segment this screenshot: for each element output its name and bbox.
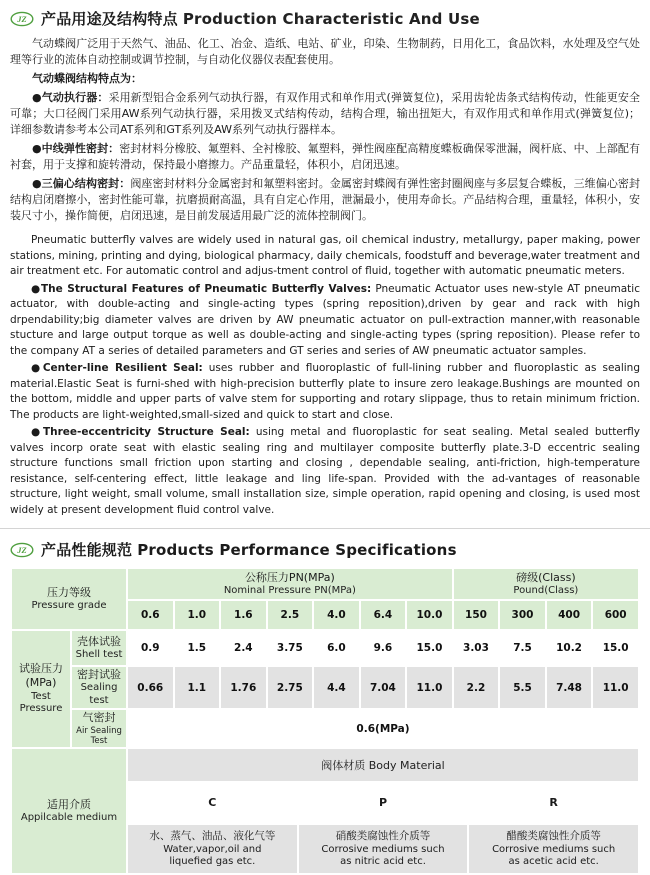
- shell-value-cell: 10.2: [547, 631, 592, 665]
- material-code-cell: C: [128, 783, 297, 823]
- bullet-cn-actuator-heading: ●气动执行器：: [32, 91, 109, 104]
- header-value-cell: 300: [500, 601, 545, 629]
- pound-class-cn: 磅级(Class): [516, 570, 576, 584]
- table-row: [12, 569, 638, 599]
- bullet-cn-centerline-seal-body: 密封材料分橡胶、氟塑料、全衬橡胶、氟塑料，弹性阀座配高精度蝶板确保零泄漏，阀杆底、中、上部配有衬套，用于支撑和旋转滑动，保持最小磨擦力。产品重量轻，体积小，启闭迅速。: [10, 142, 640, 171]
- sealing-value-cell: 0.66: [128, 667, 173, 708]
- shell-test-label-cell: [72, 631, 126, 665]
- medium-water-cn: 水、蒸气、油品、液化气等: [149, 830, 276, 843]
- header-value-cell: 1.6: [221, 601, 266, 629]
- header-value-cell: 600: [593, 601, 638, 629]
- shell-value-cell: 3.75: [268, 631, 313, 665]
- medium-acetic-en1: Corrosive mediums such: [492, 843, 616, 855]
- header-value-cell: 2.5: [268, 601, 313, 629]
- air-sealing-label-cell: [72, 710, 126, 747]
- medium-water-en1: Water,vapor,oil and: [163, 843, 262, 855]
- bullet-cn-actuator: [10, 90, 640, 138]
- test-pressure-l2: (MPa): [25, 676, 57, 690]
- section2-title: [41, 539, 457, 560]
- header-value-cell: 400: [547, 601, 592, 629]
- section1-title-en: Production Characteristic And Use: [182, 10, 480, 28]
- sealing-value-cell: 1.1: [175, 667, 220, 708]
- sealing-value-cell: 2.2: [454, 667, 499, 708]
- medium-acetic-en2: as acetic acid etc.: [508, 856, 599, 868]
- header-value-cell: 10.0: [407, 601, 452, 629]
- section1-title-cn: 产品用途及结构特点: [41, 10, 178, 28]
- applicable-medium-cn: 适用介质: [47, 797, 91, 811]
- brand-oval-logo-icon: [10, 542, 34, 558]
- bullet-en-centerline-seal-body: uses rubber and fluoroplastic of full-lining rubber and fluoroplastic as sealing material.Elastic Seat is furni-shed with high-precision butterfly plate to insure zero leakage.Bushings are mounted on the bottom, middle and upper parts of valve stem for supporting and rotary slippage, thus to retain minimum friction. The products are light-weighted,small-sized and quick to start and close.: [10, 362, 640, 421]
- sealing-value-cell: 5.5: [500, 667, 545, 708]
- intro-paragraph-en: Pneumatic butterfly valves are widely used in natural gas, oil chemical industry, metallurgy, paper making, power stations, mining, printing and dying, biological pharmacy, daily chemicals, foodstuff and beverage,water treatment and air treatment etc. For automatic control and adjus-tment control of fluid, together with automatic pneumatic meters.: [10, 234, 640, 277]
- header-value-cell: 1.0: [175, 601, 220, 629]
- sealing-value-cell: 2.75: [268, 667, 313, 708]
- material-codes-row: [128, 783, 638, 823]
- medium-cell-acetic: [469, 825, 638, 873]
- pressure-grade-header-cell: [12, 569, 126, 629]
- section1-title: [41, 8, 480, 29]
- shell-value-cell: 7.5: [500, 631, 545, 665]
- svg-text:JZ: JZ: [17, 544, 27, 555]
- bullet-en-three-eccentric-seal: [10, 425, 640, 518]
- material-code-cell: P: [299, 783, 468, 823]
- bullet-en-structural-features: [10, 282, 640, 360]
- test-pressure-l3: Test: [31, 690, 51, 702]
- sealing-test-en: Sealing test: [80, 682, 118, 706]
- sealing-value-cell: 11.0: [593, 667, 638, 708]
- bullet-en-structural-features-body: Pneumatic Actuator uses new-style AT pneumatic actuator, with double-acting and single-acting types (spring reposition),driven by gear and rack with high drpendability;big diameter valves are driven by AW pneumatic actuator on pull-extraction manner,with reasonable stucture and large output torque as well as double-acting and single-acting types (spring reposition). Please refer to the company AT a series of detailed parameters and GT series and series of AW pneumatic actuator samples.: [10, 282, 640, 357]
- applicable-medium-en: Appilcable medium: [20, 811, 118, 823]
- section2-title-en: Products Performance Specifications: [137, 541, 457, 559]
- bullet-cn-centerline-seal-heading: ●中线弹性密封：: [32, 142, 120, 155]
- air-sealing-en: Air Sealing Test: [76, 725, 122, 746]
- air-sealing-value-cell: 0.6(MPa): [128, 710, 638, 747]
- pressure-grade-en: Pressure grade: [31, 599, 107, 611]
- applicable-medium-label-cell: [12, 749, 126, 873]
- sealing-test-cn: 密封试验: [77, 668, 121, 681]
- shell-value-cell: 9.6: [361, 631, 406, 665]
- test-pressure-label-cell: [12, 631, 70, 747]
- test-pressure-l1: 试验压力: [19, 662, 63, 676]
- medium-acetic-cn: 醋酸类腐蚀性介质等: [506, 830, 601, 843]
- section2-header: [10, 539, 640, 560]
- mediums-row: [128, 825, 638, 873]
- nominal-pressure-group-cell: [128, 569, 452, 599]
- medium-nitric-cn: 硝酸类腐蚀性介质等: [335, 830, 431, 843]
- medium-nitric-en2: as nitric acid etc.: [340, 856, 426, 868]
- features-lead-cn: 气动蝶阀结构特点为：: [32, 72, 142, 85]
- bullet-en-three-eccentric-seal-heading: ●Three-eccentricity Structure Seal:: [31, 426, 250, 438]
- medium-cell-nitric: [299, 825, 468, 873]
- header-value-cell: 4.0: [314, 601, 359, 629]
- bullet-cn-three-eccentric-seal-body: 阀座密封材料分金属密封和氟塑料密封。金属密封蝶阀有弹性密封圈阀座与多层复合蝶板，三维偏心密封结构启闭磨擦小，密封性能可靠，抗磨损耐高温，具有自定心作用，泄漏最小，使用寿命长。产品结构合理，重量轻，体积小，安装尺寸小，操作简便，启闭迅速，是目前发展适用最广泛的流体控制阀门。: [10, 177, 640, 222]
- pressure-grade-cn: 压力等级: [47, 585, 91, 599]
- shell-value-cell: 2.4: [221, 631, 266, 665]
- section-divider: [0, 528, 650, 529]
- medium-cell-water: [128, 825, 297, 873]
- intro-paragraph-cn: 气动蝶阀广泛用于天然气、油品、化工、冶金、造纸、电站、矿业，印染、生物制药，日用化工，食品饮料，水处理及空气处理等行业的流体自动控制或调节控制，与自动化仪器仪表配套使用。: [10, 37, 640, 66]
- bullet-cn-three-eccentric-seal: [10, 176, 640, 224]
- shell-value-cell: 0.9: [128, 631, 173, 665]
- shell-test-en: Shell test: [75, 648, 123, 660]
- sealing-value-cell: 4.4: [314, 667, 359, 708]
- section2-title-cn: 产品性能规范: [41, 541, 133, 559]
- sealing-test-label-cell: [72, 667, 126, 708]
- nominal-pressure-cn: 公称压力PN(MPa): [244, 570, 335, 584]
- shell-value-cell: 3.03: [454, 631, 499, 665]
- bullet-cn-actuator-body: 采用新型铝合金系列气动执行器，有双作用式和单作用式(弹簧复位)，采用齿轮齿条式结构传动，性能更安全可靠；大口径阀门采用AW系列气动执行器，采用拨叉式结构传动，结构合理，输出扭矩大，有双作用式和单作用式(弹簧复位)；详细参数请参考本公司AT系列和GT系列及AW系列气动执行器样本。: [10, 91, 640, 136]
- shell-test-cn: 壳体试验: [77, 634, 121, 648]
- header-value-cell: 6.4: [361, 601, 406, 629]
- bullet-en-structural-features-heading: ●The Structural Features of Pneumatic Butterfly Valves:: [31, 282, 372, 295]
- shell-value-cell: 15.0: [407, 631, 452, 665]
- header-value-cell: 0.6: [128, 601, 173, 629]
- pound-class-group-cell: [454, 569, 638, 599]
- medium-water-en2: liquefied gas etc.: [169, 856, 256, 868]
- sealing-value-cell: 11.0: [407, 667, 452, 708]
- section1-header: [10, 8, 640, 29]
- bullet-en-centerline-seal-heading: ●Center-line Resilient Seal:: [31, 362, 203, 374]
- material-code-cell: R: [469, 783, 638, 823]
- table-row: [12, 667, 638, 708]
- pound-class-en: Pound(Class): [513, 584, 579, 596]
- table-row: [12, 710, 638, 747]
- body-material-cell: 阀体材质 Body Material: [128, 749, 638, 781]
- air-sealing-cn: 气密封: [82, 711, 116, 725]
- bullet-en-centerline-seal: [10, 361, 640, 423]
- sealing-value-cell: 1.76: [221, 667, 266, 708]
- sealing-value-cell: 7.48: [547, 667, 592, 708]
- bullet-cn-centerline-seal: [10, 141, 640, 173]
- bullet-en-three-eccentric-seal-body: using metal and fluoroplastic for seat sealing. Metal sealed butterfly valves incorp orate seat with elastic sealing ring and multilayer composite butterfly plate.3-D eccentric sealing structure functions small friction upon starting and closing , dependable sealing, anti-friction, high-temperature resistance, self-centering effect, little leakage and ling life-span. Provided with the ad-vantages of reasonable structure, light weight, small volume, small installation size, simple operation, rapid opening and closing, is used most widely at present development fluid control valve.: [10, 426, 640, 516]
- nominal-pressure-en: Nominal Pressure PN(MPa): [223, 584, 356, 596]
- sealing-value-cell: 7.04: [361, 667, 406, 708]
- header-value-cell: 150: [454, 601, 499, 629]
- shell-value-cell: 15.0: [593, 631, 638, 665]
- svg-text:JZ: JZ: [17, 13, 27, 24]
- table-row: [12, 631, 638, 665]
- performance-spec-table: [10, 567, 640, 875]
- test-pressure-l4: Pressure: [19, 703, 63, 715]
- brand-oval-logo-icon: [10, 11, 34, 27]
- shell-value-cell: 1.5: [175, 631, 220, 665]
- bullet-cn-three-eccentric-seal-heading: ●三偏心结构密封：: [32, 177, 131, 190]
- table-row: [12, 749, 638, 781]
- shell-value-cell: 6.0: [314, 631, 359, 665]
- medium-nitric-en1: Corrosive mediums such: [321, 843, 445, 855]
